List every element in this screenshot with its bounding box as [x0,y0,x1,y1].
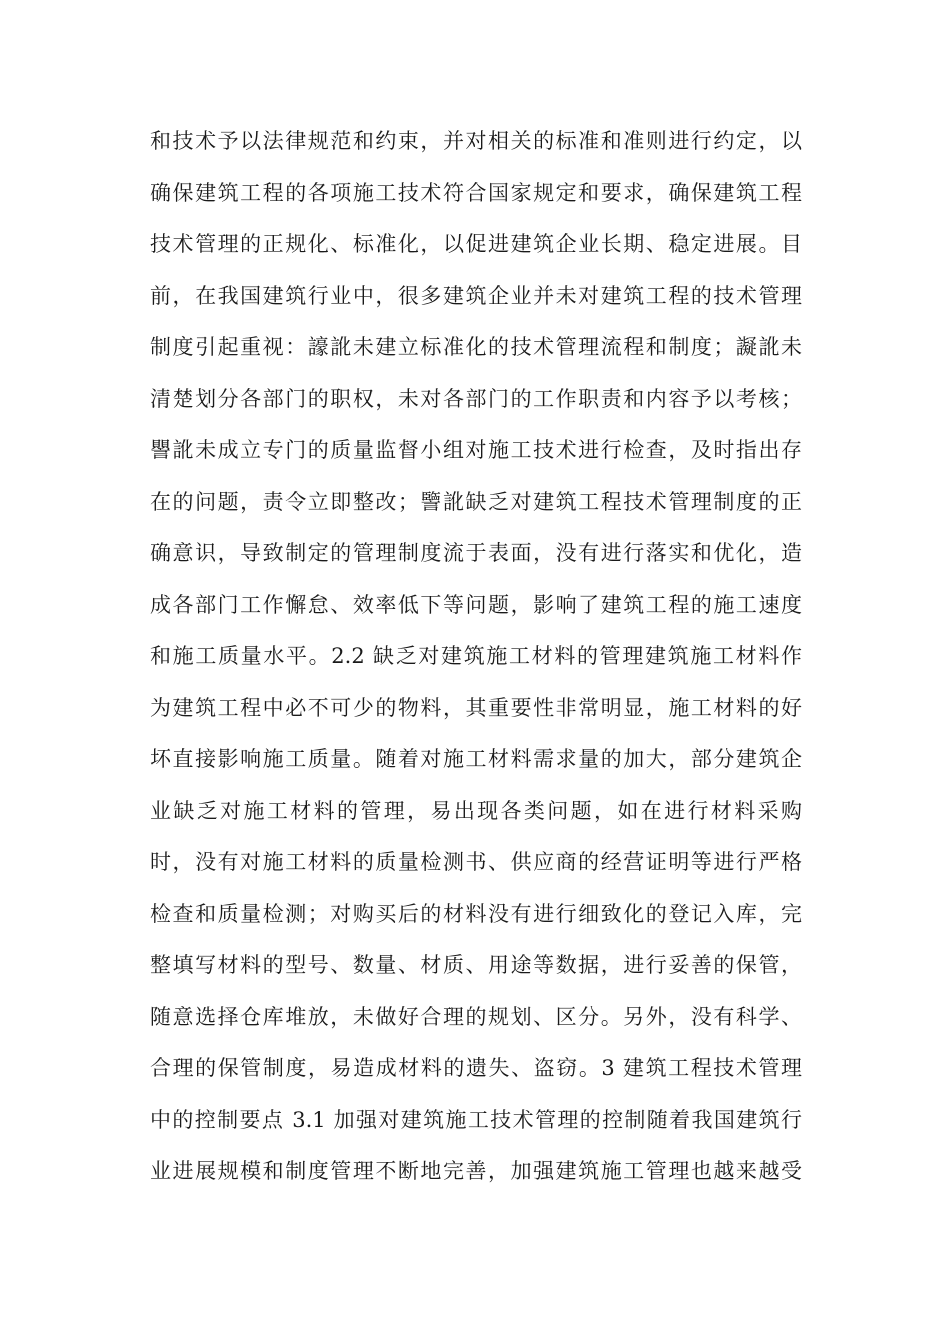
text-line-15: 时，没有对施工材料的质量检测书、供应商的经营证明等进行严格 [150,850,802,874]
text-line-4: 前，在我国建筑行业中，很多建筑企业并未对建筑工程的技术管理 [150,283,802,308]
text-line-3: 技术管理的正规化、标准化，以促进建筑企业长期、稳定进展。目 [150,232,802,256]
text-line-12: 为建筑工程中必不可少的物料，其重要性非常明显，施工材料的好 [150,695,802,720]
text-line-10: 成各部门工作懈怠、效率低下等问题，影响了建筑工程的施工速度 [150,592,802,617]
text-line-14: 业缺乏对施工材料的管理，易出现各类问题，如在进行材料采购 [150,798,802,823]
text-line-18: 随意选择仓库堆放，未做好合理的规划、区分。另外，没有科学、 [150,1004,802,1029]
text-line-8: 在的问题，责令立即整改；譼訛缺乏对建筑工程技术管理制度的正 [150,489,802,514]
text-line-16: 检查和质量检测；对购买后的材料没有进行细致化的登记入库，完 [150,901,802,926]
text-line-6: 清楚划分各部门的职权，未对各部门的工作职责和内容予以考核； [150,386,802,411]
text-line-13: 坏直接影响施工质量。随着对施工材料需求量的加大，部分建筑企 [150,747,802,771]
text-line-20: 中的控制要点 3.1 加强对建筑施工技术管理的控制随着我国建筑行 [150,1107,802,1132]
text-line-17: 整填写材料的型号、数量、材质、用途等数据，进行妥善的保管， [150,953,802,977]
text-line-11: 和施工质量水平。2.2 缺乏对建筑施工材料的管理建筑施工材料作 [150,644,802,668]
text-line-9: 确意识，导致制定的管理制度流于表面，没有进行落实和优化，造 [150,541,802,565]
text-line-1: 和技术予以法律规范和约束，并对相关的标准和准则进行约定，以 [150,129,802,153]
text-line-7: 譻訛未成立专门的质量监督小组对施工技术进行检查，及时指出存 [150,438,802,462]
text-line-2: 确保建筑工程的各项施工技术符合国家规定和要求，确保建筑工程 [150,180,802,205]
text-line-21: 业进展规模和制度管理不断地完善，加强建筑施工管理也越来越受 [150,1159,802,1183]
text-line-5: 制度引起重视：譹訛未建立标准化的技术管理流程和制度；譺訛未 [150,335,802,359]
text-line-19: 合理的保管制度，易造成材料的遗失、盗窃。3 建筑工程技术管理 [150,1056,802,1080]
body-paragraph [150,116,802,1198]
